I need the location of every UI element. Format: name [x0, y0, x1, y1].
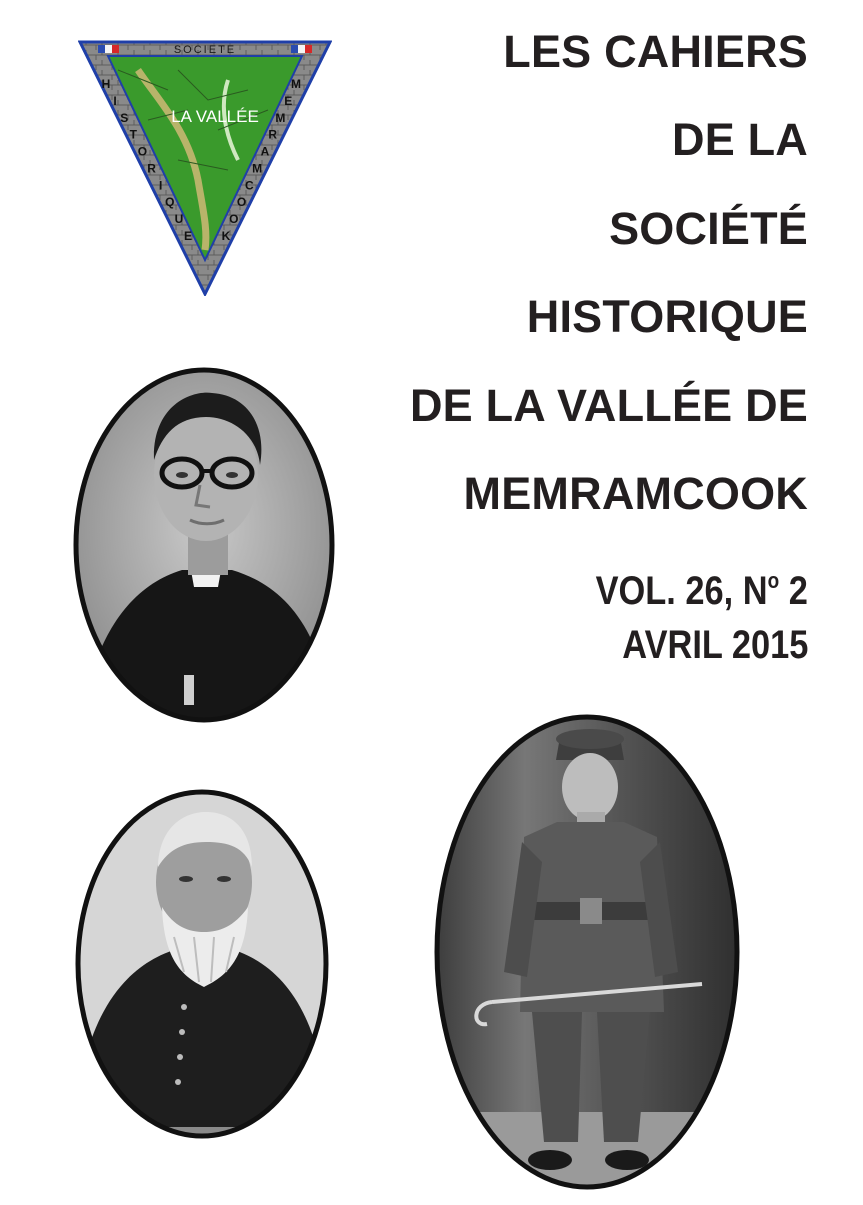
- title-line-3: SOCIÉTÉ: [609, 203, 808, 254]
- portrait-priest-glasses: [72, 365, 337, 725]
- logo-letter: M: [291, 77, 301, 91]
- volume-degree: o: [767, 568, 780, 593]
- logo-letter: C: [244, 178, 254, 193]
- logo-letter: K: [221, 229, 231, 243]
- title-line-5: DE LA VALLÉE DE: [409, 380, 808, 431]
- volume-prefix: VOL. 26, N: [595, 569, 768, 613]
- logo-letter: O: [236, 195, 247, 210]
- logo-letter: R: [268, 127, 278, 142]
- logo-top-text: SOCIETE: [173, 44, 237, 56]
- title-line-2: DE LA: [672, 114, 808, 165]
- logo-letter: A: [260, 144, 270, 159]
- logo-letter: E: [284, 93, 293, 108]
- logo-letter: U: [174, 212, 184, 227]
- title-line-1: LES CAHIERS: [503, 26, 808, 77]
- portrait-bearded-priest: [74, 787, 330, 1142]
- logo-center-text: LA VALLÉE: [171, 107, 259, 126]
- logo-letter: H: [101, 77, 111, 91]
- logo-letter: I: [113, 93, 117, 108]
- logo-letter: O: [137, 144, 148, 159]
- issue-date: AVRIL 2015: [621, 623, 808, 667]
- logo-letter: M: [252, 161, 263, 176]
- logo-letter: E: [183, 229, 193, 243]
- logo-letter: Q: [165, 195, 175, 210]
- portrait-soldier: [432, 712, 742, 1192]
- logo-letter: S: [120, 110, 129, 125]
- logo-letter: M: [275, 110, 286, 125]
- logo-letter: O: [229, 212, 239, 227]
- volume-value: 2: [779, 569, 808, 613]
- volume-number: [596, 570, 808, 611]
- title-line-6: MEMRAMCOOK: [463, 468, 808, 519]
- logo-letter: R: [147, 161, 156, 176]
- logo-letter: T: [129, 127, 137, 142]
- logo-letter: I: [159, 178, 163, 193]
- title-line-4: HISTORIQUE: [526, 291, 808, 342]
- society-logo: [78, 40, 332, 296]
